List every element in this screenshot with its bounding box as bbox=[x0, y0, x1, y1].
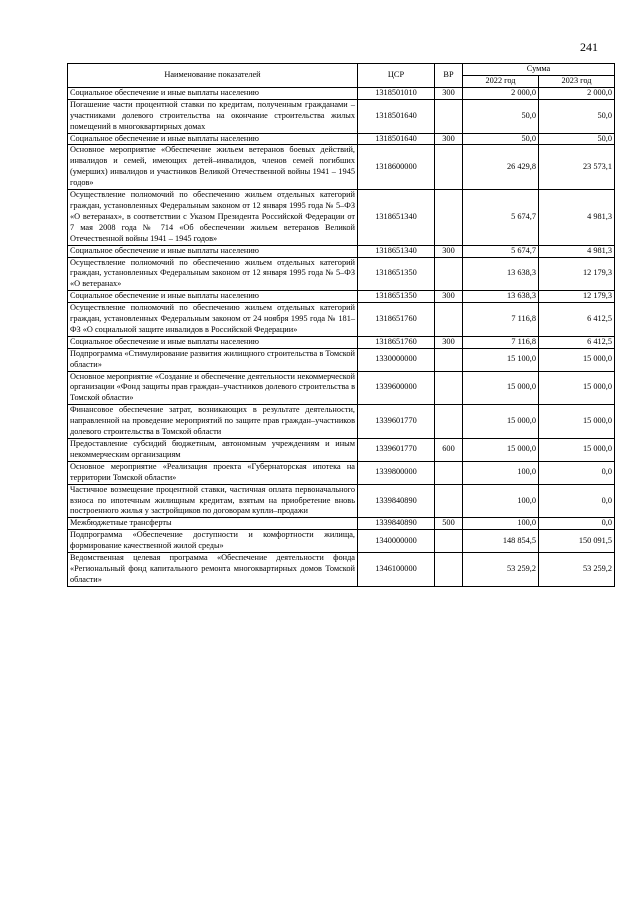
row-sum-2023: 0,0 bbox=[539, 518, 615, 530]
row-vr bbox=[435, 461, 463, 484]
row-vr bbox=[435, 553, 463, 587]
table-row bbox=[68, 257, 615, 291]
row-sum-2023: 6 412,5 bbox=[539, 336, 615, 348]
header-year-2023: 2023 год bbox=[539, 76, 615, 88]
row-sum-2023: 0,0 bbox=[539, 461, 615, 484]
table-row bbox=[68, 461, 615, 484]
row-csr: 1340000000 bbox=[358, 530, 435, 553]
row-sum-2022: 15 000,0 bbox=[463, 405, 539, 439]
header-csr: ЦСР bbox=[358, 64, 435, 88]
row-sum-2023: 15 000,0 bbox=[539, 371, 615, 405]
row-csr: 1318501010 bbox=[358, 87, 435, 99]
row-csr: 1318651350 bbox=[358, 257, 435, 291]
row-sum-2023: 2 000,0 bbox=[539, 87, 615, 99]
row-sum-2022: 100,0 bbox=[463, 518, 539, 530]
row-sum-2023: 23 573,1 bbox=[539, 145, 615, 190]
row-name: Предоставление субсидий бюджетным, автономным учреждениям и иным некоммерческим организациям bbox=[68, 439, 358, 462]
row-sum-2022: 7 116,8 bbox=[463, 336, 539, 348]
row-vr bbox=[435, 145, 463, 190]
row-name: Социальное обеспечение и иные выплаты населению bbox=[68, 133, 358, 145]
row-sum-2023: 12 179,3 bbox=[539, 257, 615, 291]
row-name: Подпрограмма «Стимулирование развития жилищного строительства в Томской области» bbox=[68, 348, 358, 371]
row-csr: 1339600000 bbox=[358, 371, 435, 405]
table-row bbox=[68, 439, 615, 462]
row-sum-2023: 50,0 bbox=[539, 133, 615, 145]
row-csr: 1339601770 bbox=[358, 439, 435, 462]
table-row bbox=[68, 348, 615, 371]
table-header bbox=[68, 64, 615, 88]
row-name: Социальное обеспечение и иные выплаты населению bbox=[68, 245, 358, 257]
row-vr bbox=[435, 190, 463, 246]
row-sum-2022: 26 429,8 bbox=[463, 145, 539, 190]
row-sum-2022: 50,0 bbox=[463, 99, 539, 133]
page-number: 241 bbox=[580, 40, 598, 54]
table-row bbox=[68, 133, 615, 145]
table-row bbox=[68, 87, 615, 99]
row-name: Основное мероприятие «Создание и обеспечение деятельности некоммерческой организации «Фонд защиты прав граждан–участников долевого строительства в Томской области» bbox=[68, 371, 358, 405]
table-row bbox=[68, 530, 615, 553]
row-csr: 1318651340 bbox=[358, 190, 435, 246]
row-sum-2023: 6 412,5 bbox=[539, 303, 615, 337]
table-row bbox=[68, 405, 615, 439]
row-sum-2022: 7 116,8 bbox=[463, 303, 539, 337]
row-vr: 600 bbox=[435, 439, 463, 462]
row-sum-2022: 15 000,0 bbox=[463, 439, 539, 462]
row-sum-2023: 50,0 bbox=[539, 99, 615, 133]
row-name: Погашение части процентной ставки по кредитам, полученным гражданами – участниками долевого строительства на окончание строительства жилых помещений в многоквартирных домах bbox=[68, 99, 358, 133]
row-csr: 1318651760 bbox=[358, 336, 435, 348]
row-csr: 1318651350 bbox=[358, 291, 435, 303]
row-sum-2022: 13 638,3 bbox=[463, 291, 539, 303]
row-vr bbox=[435, 257, 463, 291]
row-csr: 1339840890 bbox=[358, 484, 435, 518]
row-vr bbox=[435, 348, 463, 371]
row-sum-2022: 5 674,7 bbox=[463, 190, 539, 246]
table-row bbox=[68, 303, 615, 337]
row-vr: 300 bbox=[435, 336, 463, 348]
row-name: Подпрограмма «Обеспечение доступности и комфортности жилища, формирование качественной жилой среды» bbox=[68, 530, 358, 553]
row-name: Социальное обеспечение и иные выплаты населению bbox=[68, 291, 358, 303]
row-csr: 1339800000 bbox=[358, 461, 435, 484]
row-name: Основное мероприятие «Обеспечение жильем ветеранов боевых действий, инвалидов и семей, имеющих детей–инвалидов, членов семей погибших (умерших) инвалидов и участников Великой Отечественной войны 1941 – 1945 годов» bbox=[68, 145, 358, 190]
row-vr bbox=[435, 484, 463, 518]
row-vr: 300 bbox=[435, 87, 463, 99]
row-csr: 1318651340 bbox=[358, 245, 435, 257]
row-vr: 300 bbox=[435, 245, 463, 257]
budget-table bbox=[67, 63, 615, 587]
row-csr: 1330000000 bbox=[358, 348, 435, 371]
row-csr: 1318501640 bbox=[358, 133, 435, 145]
row-sum-2022: 148 854,5 bbox=[463, 530, 539, 553]
row-csr: 1318501640 bbox=[358, 99, 435, 133]
header-sum: Сумма bbox=[463, 64, 615, 76]
row-sum-2023: 15 000,0 bbox=[539, 439, 615, 462]
row-sum-2022: 15 000,0 bbox=[463, 371, 539, 405]
row-vr bbox=[435, 303, 463, 337]
row-vr bbox=[435, 371, 463, 405]
row-sum-2023: 0,0 bbox=[539, 484, 615, 518]
row-csr: 1318651760 bbox=[358, 303, 435, 337]
header-vr: ВР bbox=[435, 64, 463, 88]
row-name: Осуществление полномочий по обеспечению жильем отдельных категорий граждан, установленных Федеральным законом от 12 января 1995 года № 5–ФЗ «О ветеранах» bbox=[68, 257, 358, 291]
table-row bbox=[68, 99, 615, 133]
row-sum-2022: 2 000,0 bbox=[463, 87, 539, 99]
row-vr: 300 bbox=[435, 291, 463, 303]
row-vr: 300 bbox=[435, 133, 463, 145]
table-row bbox=[68, 371, 615, 405]
header-name: Наименование показателей bbox=[68, 64, 358, 88]
row-sum-2022: 100,0 bbox=[463, 461, 539, 484]
row-sum-2022: 13 638,3 bbox=[463, 257, 539, 291]
table-row bbox=[68, 245, 615, 257]
row-csr: 1339840890 bbox=[358, 518, 435, 530]
table-row bbox=[68, 518, 615, 530]
row-sum-2022: 15 100,0 bbox=[463, 348, 539, 371]
row-name: Социальное обеспечение и иные выплаты населению bbox=[68, 87, 358, 99]
table-row bbox=[68, 145, 615, 190]
row-sum-2023: 15 000,0 bbox=[539, 405, 615, 439]
table-body bbox=[68, 87, 615, 586]
row-sum-2022: 53 259,2 bbox=[463, 553, 539, 587]
table-row bbox=[68, 553, 615, 587]
table-row bbox=[68, 291, 615, 303]
row-sum-2022: 50,0 bbox=[463, 133, 539, 145]
row-name: Осуществление полномочий по обеспечению жильем отдельных категорий граждан, установленных Федеральным законом от 12 января 1995 года № 5–ФЗ «О ветеранах», в соответствии с Указом Президента Российской Федерации от 7 мая 2008 года № 714 «Об обеспечении жильем ветеранов Великой Отечественной войны 1941 – 1945 годов» bbox=[68, 190, 358, 246]
row-vr bbox=[435, 530, 463, 553]
row-vr bbox=[435, 405, 463, 439]
row-sum-2022: 100,0 bbox=[463, 484, 539, 518]
row-name: Ведомственная целевая программа «Обеспечение деятельности фонда «Региональный фонд капитального ремонта многоквартирных домов Томской области» bbox=[68, 553, 358, 587]
row-name: Основное мероприятие «Реализация проекта «Губернаторская ипотека на территории Томской области» bbox=[68, 461, 358, 484]
row-sum-2023: 12 179,3 bbox=[539, 291, 615, 303]
header-year-2022: 2022 год bbox=[463, 76, 539, 88]
row-name: Осуществление полномочий по обеспечению жильем отдельных категорий граждан, установленных Федеральным законом от 24 ноября 1995 года № 181–ФЗ «О социальной защите инвалидов в Российской Федерации» bbox=[68, 303, 358, 337]
row-sum-2022: 5 674,7 bbox=[463, 245, 539, 257]
row-name: Межбюджетные трансферты bbox=[68, 518, 358, 530]
row-name: Финансовое обеспечение затрат, возникающих в результате деятельности, направленной на проведение мероприятий по защите прав граждан–участников долевого строительства в Томской области bbox=[68, 405, 358, 439]
row-sum-2023: 15 000,0 bbox=[539, 348, 615, 371]
row-csr: 1318600000 bbox=[358, 145, 435, 190]
row-name: Частичное возмещение процентной ставки, частичная оплата первоначального взноса по ипотечным жилищным кредитам, взятым на приобретение вновь построенного жилья у застройщиков по договорам купли–продажи bbox=[68, 484, 358, 518]
row-csr: 1339601770 bbox=[358, 405, 435, 439]
row-sum-2023: 4 981,3 bbox=[539, 245, 615, 257]
row-sum-2023: 4 981,3 bbox=[539, 190, 615, 246]
table-row bbox=[68, 336, 615, 348]
row-csr: 1346100000 bbox=[358, 553, 435, 587]
row-vr bbox=[435, 99, 463, 133]
table-row bbox=[68, 484, 615, 518]
row-sum-2023: 150 091,5 bbox=[539, 530, 615, 553]
row-name: Социальное обеспечение и иные выплаты населению bbox=[68, 336, 358, 348]
table-row bbox=[68, 190, 615, 246]
row-vr: 500 bbox=[435, 518, 463, 530]
row-sum-2023: 53 259,2 bbox=[539, 553, 615, 587]
